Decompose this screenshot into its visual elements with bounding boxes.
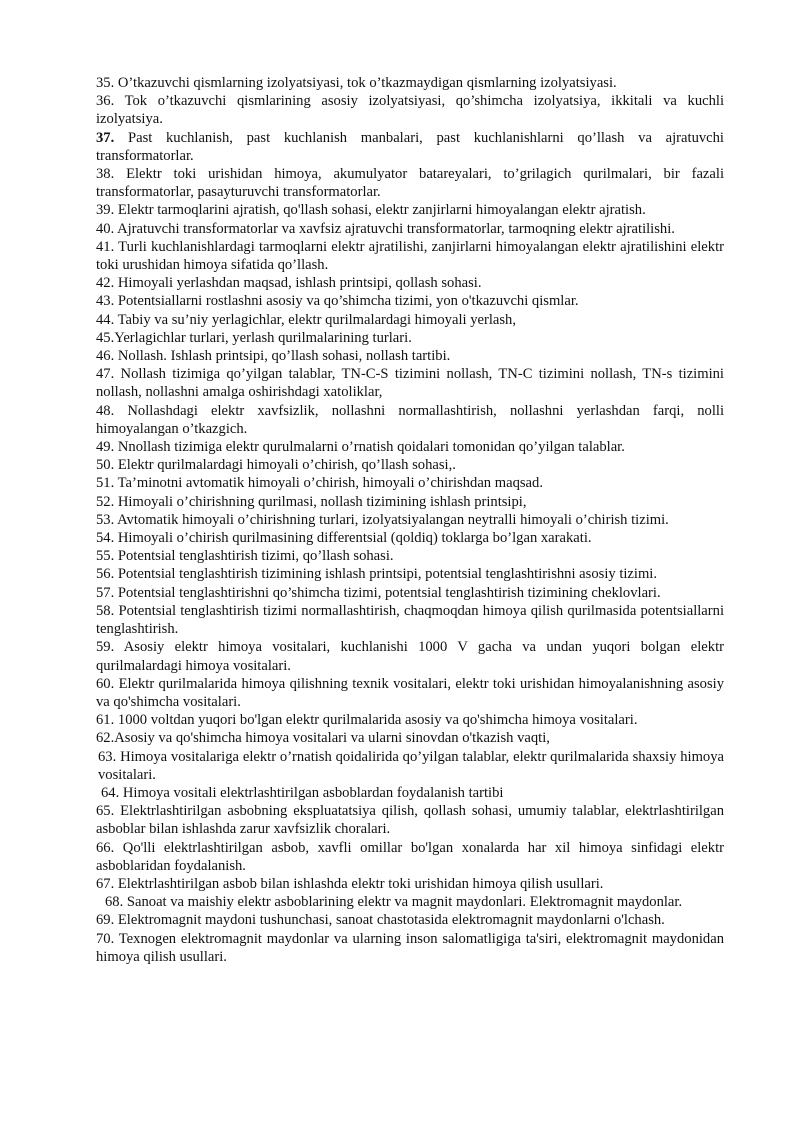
item-text: 59. Asosiy elektr himoya vositalari, kuchlanishi 1000 V gacha va undan yuqori bolgan elektr qurilmalardagi himoya vositalari. [96,639,724,674]
item-text: 70. Texnogen elektromagnit maydonlar va ularning inson salomatligiga ta'siri, elektromagnit maydonidan himoya qilish usullari. [96,930,724,965]
list-item [96,711,724,729]
item-text: 50. Elektr qurilmalardagi himoyali o’chirish, qo’llash sohasi,. [96,457,456,474]
list-item [96,129,724,165]
list-item [96,638,724,674]
item-text: 46. Nollash. Ishlash printsipi, qo’llash sohasi, nollash tartibi. [96,348,451,365]
item-text: 42. Himoyali yerlashdan maqsad, ishlash printsipi, qollash sohasi. [96,275,482,292]
item-text: Past kuchlanish, past kuchlanish manbalari, past kuchlanishlarni qo’llash va ajratuvchi transformatorlar. [96,129,724,164]
list-item [96,602,724,638]
item-text: 45.Yerlagichlar turlari, yerlash qurilmalarining turlari. [96,329,412,346]
list-item [96,201,724,219]
list-item [96,311,724,329]
list-item [96,74,724,92]
item-text: 48. Nollashdagi elektr xavfsizlik, nollashni normallashtirish, nollashni yerlashdan farqi, nolli himoyalangan o’tkazgich. [96,402,724,437]
list-item [96,493,724,511]
item-number: 37. [96,129,115,146]
item-text: 69. Elektromagnit maydoni tushunchasi, sanoat chastotasida elektromagnit maydonlarni o'lchash. [96,912,665,929]
list-item [96,347,724,365]
list-item [96,529,724,547]
list-item [96,802,724,838]
item-text: 41. Turli kuchlanishlardagi tarmoqlarni elektr ajratilishi, zanjirlarni himoyalangan elektr ajratilishini elektr toki urushidan himoya sifatida qo’llash. [96,238,724,274]
question-list [96,74,724,966]
list-item [96,911,724,929]
list-item [96,675,724,711]
list-item [96,474,724,492]
item-text: 51. Ta’minotni avtomatik himoyali o’chirish, himoyali o’chirishdan maqsad. [96,475,543,492]
item-text: 54. Himoyali o’chirish qurilmasining differentsial (qoldiq) toklarga bo’lgan xarakati. [96,530,592,547]
item-text: 66. Qo'lli elektrlashtirilgan asbob, xavfli omillar bo'lgan xonalarda har xil himoya sinfidagi elektr asboblaridan foydalanish. [96,839,724,874]
item-text: 63. Himoya vositalariga elektr o’rnatish qoidalirida qo’yilgan talablar, elektr qurilmalarida shaxsiy himoya vositalari. [98,748,724,783]
item-text: 53. Avtomatik himoyali o’chirishning turlari, izolyatsiyalangan neytralli himoyali o’chirish tizimi. [96,511,669,528]
list-item [96,893,724,911]
list-item [96,875,724,893]
item-text: 58. Potentsial tenglashtirish tizimi normallashtirish, chaqmoqdan himoya qilish qurilmasida potentsiallarni tenglashtirish. [96,602,724,638]
list-item [96,930,724,966]
list-item [96,456,724,474]
list-item [96,238,724,274]
list-item [96,220,724,238]
list-item [96,547,724,565]
list-item [96,839,724,875]
list-item [96,292,724,310]
item-text: 56. Potentsial tenglashtirish tizimining ishlash printsipi, potentsial tenglashtirishni asosiy tizimi. [96,566,658,583]
list-item [96,402,724,438]
item-text: 47. Nollash tizimiga qo’yilgan talablar, TN-C-S tizimini nollash, TN-C tizimini nollash, TN-s tizimini nollash, nollashni amalga oshirishdagi xatoliklar, [96,366,724,401]
document-page [96,74,724,966]
item-text: 43. Potentsiallarni rostlashni asosiy va qo’shimcha tizimi, yon o'tkazuvchi qismlar. [96,293,579,310]
item-text: 67. Elektrlashtirilgan asbob bilan ishlashda elektr toki urishidan himoya qilish usullari. [96,875,604,892]
list-item [96,784,724,802]
item-text: 68. Sanoat va maishiy elektr asboblarining elektr va magnit maydonlari. Elektromagnit maydonlar. [105,894,683,911]
list-item [96,511,724,529]
list-item [96,748,724,784]
item-text: 40. Ajratuvchi transformatorlar va xavfsiz ajratuvchi transformatorlar, tarmoqning elektr ajratilishi. [96,220,675,237]
list-item [96,729,724,747]
list-item [96,329,724,347]
item-text: 55. Potentsial tenglashtirish tizimi, qo’llash sohasi. [96,548,394,565]
list-item [96,92,724,128]
list-item [96,365,724,401]
item-text: 36. Tok o’tkazuvchi qismlarining asosiy izolyatsiyasi, qo’shimcha izolyatsiya, ikkitali va kuchli izolyatsiya. [96,93,724,128]
item-text: 57. Potentsial tenglashtirishni qo’shimcha tizimi, potentsial tenglashtirish tizimining cheklovlari. [96,584,661,601]
item-text: 62.Asosiy va qo'shimcha himoya vositalari va ularni sinovdan o'tkazish vaqti, [96,730,550,747]
item-text: 52. Himoyali o’chirishning qurilmasi, nollash tizimining ishlash printsipi, [96,493,527,510]
item-text: 64. Himoya vositali elektrlashtirilgan asboblardan foydalanish tartibi [101,784,504,801]
item-text: 44. Tabiy va su’niy yerlagichlar, elektr qurilmalardagi himoyali yerlash, [96,311,516,328]
list-item [96,584,724,602]
item-text: 49. Nnollash tizimiga elektr qurulmalarni o’rnatish qoidalari tomonidan qo’yilgan talablar. [96,439,625,456]
item-text: 65. Elektrlashtirilgan asbobning ekspluatatsiya qilish, qollash sohasi, umumiy talablar, elektrlashtirilgan asboblar bilan ishlashda zarur xavfsizlik choralari. [96,803,724,838]
item-text: 35. O’tkazuvchi qismlarning izolyatsiyasi, tok o’tkazmaydigan qismlarning izolyatsiyasi. [96,75,617,91]
list-item [96,165,724,201]
list-item [96,274,724,292]
item-text: 60. Elektr qurilmalarida himoya qilishning texnik vositalari, elektr toki urishidan himoyalanishning asosiy va qo'shimcha vositalari. [96,675,724,710]
item-text: 39. Elektr tarmoqlarini ajratish, qo'llash sohasi, elektr zanjirlarni himoyalangan elektr ajratish. [96,202,646,219]
item-text: 61. 1000 voltdan yuqori bo'lgan elektr qurilmalarida asosiy va qo'shimcha himoya vositalari. [96,712,638,729]
list-item [96,438,724,456]
item-text: 38. Elektr toki urishidan himoya, akumulyator batareyalari, to’grilagich qurilmalari, bir fazali transformatorlar, pasayturuvchi transformatorlar. [96,166,724,201]
list-item [96,565,724,583]
